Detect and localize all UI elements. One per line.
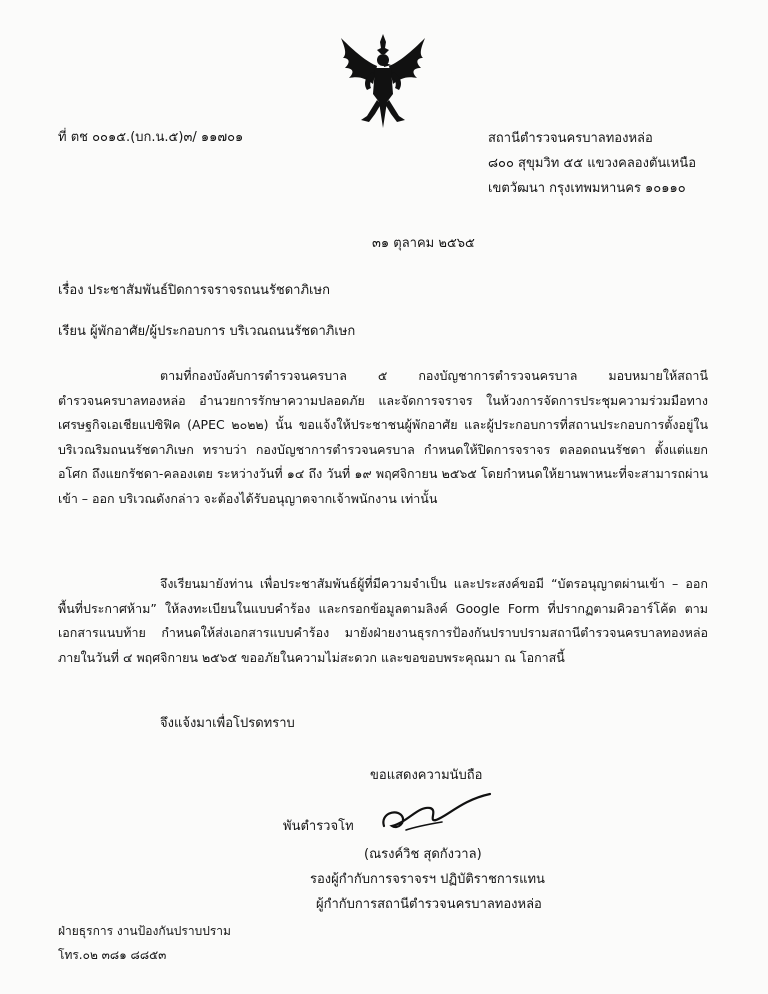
footer-department: ฝ่ายธุรการ งานป้องกันปราบปราม (58, 924, 231, 938)
closing-salutation: ขอแสดงความนับถือ (370, 768, 483, 783)
letter-subject: เรื่อง ประชาสัมพันธ์ปิดการจราจรถนนรัชดาภิเษก (58, 283, 330, 298)
letter-recipient: เรียน ผู้พักอาศัย/ผู้ประกอบการ บริเวณถนนรัชดาภิเษก (58, 324, 356, 339)
letter-date: ๓๑ ตุลาคม ๒๕๖๕ (372, 236, 475, 251)
sender-address (488, 126, 696, 201)
body-paragraph: จึงแจ้งมาเพื่อโปรดทราบ (160, 716, 295, 731)
footer-phone: โทร.๐๒ ๓๘๑ ๘๘๕๓ (58, 948, 167, 962)
signer-position: ผู้กำกับการสถานีตำรวจนครบาลทองหล่อ (316, 897, 542, 912)
handwritten-signature (378, 786, 498, 838)
address-line: เขตวัฒนา กรุงเทพมหานคร ๑๐๑๑๐ (488, 181, 686, 196)
signer-name: (ณรงค์วิช สุดกังวาล) (364, 847, 482, 862)
body-paragraph: จึงเรียนมายังท่าน เพื่อประชาสัมพันธ์ผู้ที่มีความจำเป็น และประสงค์ขอมี “บัตรอนุญาตผ่านเข้า – ออก พื้นที่ประกาศห้าม” ให้ลงทะเบียนในแบบคำร้อง และกรอกข้อมูลตามลิงค์ Google Form ที่ปรากฏตามคิวอาร์โค้ด ตามเอกสารแนบท้าย กำหนดให้ส่งเอกสารแบบคำร้อง มายังฝ่ายงานธุรการป้องกันปราบปรามสถานีตำรวจนครบาลทองหล่อ ภายในวันที่ ๔ พฤศจิกายน ๒๕๖๕ ขออภัยในความไม่สะดวก และขอขอบพระคุณมา ณ โอกาสนี้ (58, 576, 708, 665)
address-line: ๘๐๐ สุขุมวิท ๕๕ แขวงคลองตันเหนือ (488, 156, 696, 171)
address-line: สถานีตำรวจนครบาลทองหล่อ (488, 131, 653, 146)
document-number: ที่ ตช ๐๐๑๕.(บก.น.๕)๓/ ๑๑๗๐๑ (58, 130, 244, 145)
garuda-emblem-icon (333, 32, 433, 132)
signer-rank: พันตำรวจโท (283, 819, 354, 834)
signer-position: รองผู้กำกับการจราจรฯ ปฏิบัติราชการแทน (310, 872, 545, 887)
body-paragraph: ตามที่กองบังคับการตำรวจนครบาล ๕ กองบัญชาการตำรวจนครบาล มอบหมายให้สถานีตำรวจนครบาลทองหล่อ อำนวยการรักษาความปลอดภัย และจัดการจราจร ในห้วงการจัดการประชุมความร่วมมือทางเศรษฐกิจเอเชียแปซิฟิค (APEC ๒๐๒๒) นั้น ขอแจ้งให้ประชาชนผู้พักอาศัย และผู้ประกอบการที่สถานประกอบการตั้งอยู่ในบริเวณริมถนนรัชดาภิเษก ทราบว่า กองบัญชาการตำรวจนครบาล กำหนดให้ปิดการจราจร ตลอดถนนรัชดา ตั้งแต่แยกอโศก ถึงแยกรัชดา-คลองเตย ระหว่างวันที่ ๑๔ ถึง วันที่ ๑๙ พฤศจิกายน ๒๕๖๕ โดยกำหนดให้ยานพาหนะที่จะสามารถผ่านเข้า – ออก บริเวณดังกล่าว จะต้องได้รับอนุญาตจากเจ้าพนักงาน เท่านั้น (58, 368, 708, 506)
